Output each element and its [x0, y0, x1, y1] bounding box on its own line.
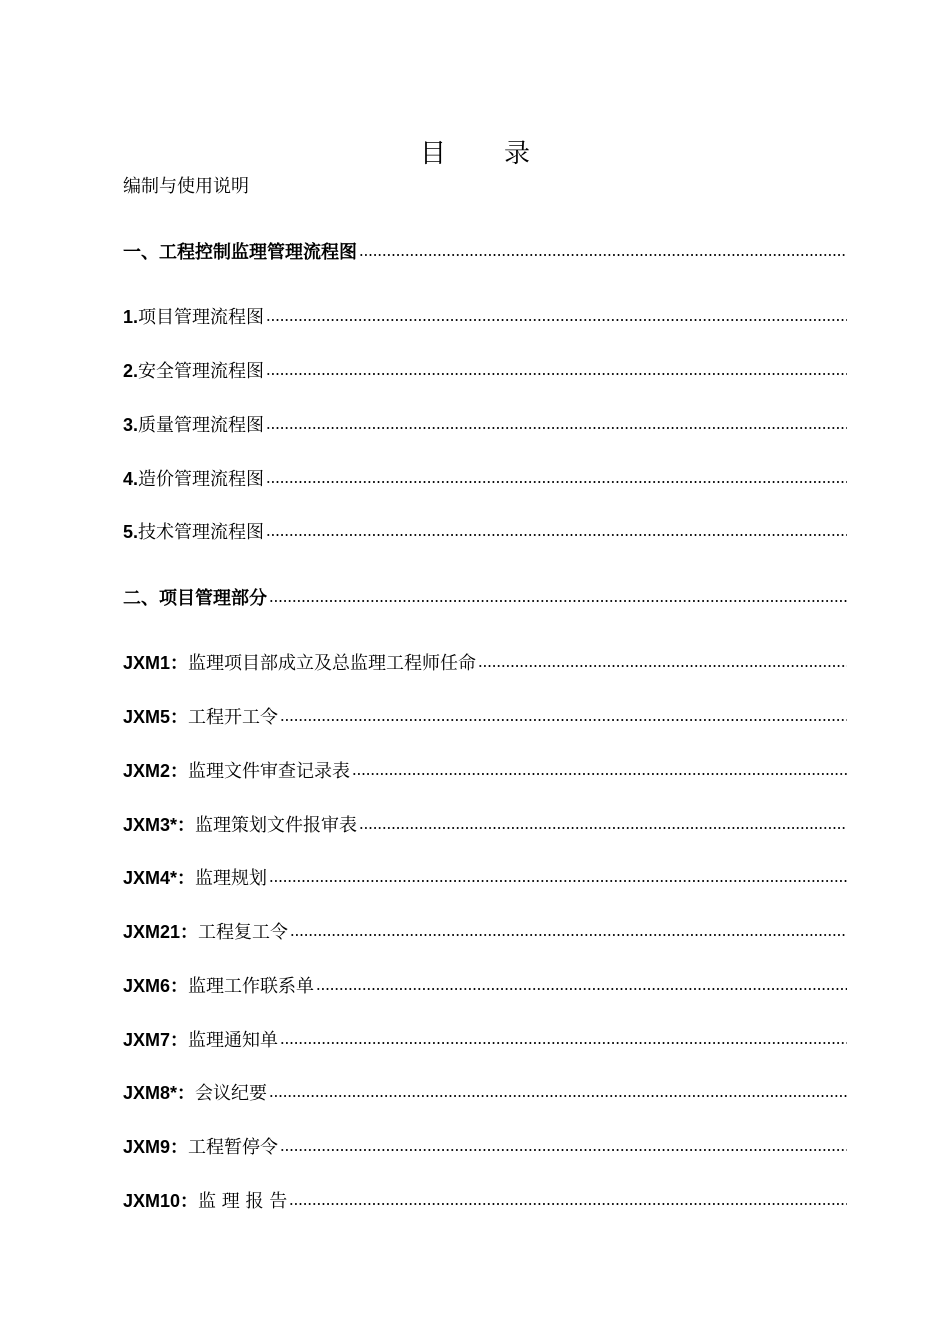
toc-entry-code: JXM9：: [123, 1137, 189, 1157]
toc-entry[interactable]: [123, 1027, 847, 1053]
toc-entry-code: JXM6：: [123, 976, 189, 996]
toc-entry-text: 二、项目管理部分: [123, 588, 267, 609]
toc-entry-text: 质量管理流程图: [138, 415, 265, 436]
toc-entry-text: 工程暂停令: [188, 1137, 279, 1158]
dot-leader: [359, 252, 847, 258]
toc-entry[interactable]: [123, 412, 847, 438]
dot-leader: [266, 425, 847, 431]
toc-entry-text: 监理策划文件报审表: [195, 815, 358, 836]
toc-entry-code: JXM1：: [123, 653, 189, 673]
toc-entry-code: JXM7：: [123, 1030, 189, 1050]
dot-leader: [266, 479, 847, 485]
dot-leader: [266, 317, 847, 323]
toc-entry-text: 工程复工令: [198, 922, 289, 943]
toc-section-heading[interactable]: [123, 585, 847, 611]
toc-entry-text: 造价管理流程图: [138, 469, 265, 490]
toc-entry-text: 监理文件审查记录表: [188, 761, 351, 782]
toc-entry[interactable]: [123, 919, 847, 945]
toc-entry-text: 监 理 报 告: [198, 1191, 288, 1212]
toc-entry-code: JXM21：: [123, 922, 199, 942]
dot-leader: [289, 1201, 847, 1207]
dot-leader: [266, 532, 847, 538]
toc-entry-code: JXM2：: [123, 761, 189, 781]
toc-entry-text: 监理通知单: [188, 1030, 279, 1051]
dot-leader: [269, 598, 847, 604]
dot-leader: [269, 878, 847, 884]
dot-leader: [478, 663, 847, 669]
dot-leader: [316, 986, 847, 992]
toc-entry-code: JXM8*：: [123, 1083, 196, 1103]
toc-entry[interactable]: [123, 358, 847, 384]
toc-entry[interactable]: [123, 650, 847, 676]
toc-entry-code: JXM4*：: [123, 868, 196, 888]
toc-entry[interactable]: [123, 466, 847, 492]
toc-entry[interactable]: [123, 1134, 847, 1160]
dot-leader: [266, 371, 847, 377]
toc-entry-code: JXM5：: [123, 707, 189, 727]
toc-entry-text: 安全管理流程图: [138, 361, 265, 382]
toc-entry[interactable]: [123, 1188, 847, 1214]
toc-entry-code: 1.: [123, 307, 139, 327]
toc-entry-text: 工程开工令: [188, 707, 279, 728]
toc-title: [0, 137, 950, 171]
dot-leader: [359, 825, 847, 831]
toc-entry-text: 监理工作联系单: [188, 976, 315, 997]
toc-entry-code: JXM3*：: [123, 815, 196, 835]
toc-section-heading[interactable]: [123, 239, 847, 265]
dot-leader: [280, 1147, 847, 1153]
toc-entry-code: 4.: [123, 469, 139, 489]
toc-entry[interactable]: [123, 1080, 847, 1106]
toc-entry[interactable]: [123, 812, 847, 838]
toc-entry-code: JXM10：: [123, 1191, 199, 1211]
dot-leader: [290, 932, 847, 938]
toc-entry-text: 会议纪要: [195, 1083, 268, 1104]
toc-intro: 编制与使用说明: [123, 176, 249, 197]
dot-leader: [352, 771, 847, 777]
dot-leader: [269, 1093, 847, 1099]
toc-entry[interactable]: [123, 758, 847, 784]
toc-entry[interactable]: [123, 704, 847, 730]
toc-entry-code: 5.: [123, 522, 139, 542]
toc-entry[interactable]: [123, 865, 847, 891]
dot-leader: [280, 717, 847, 723]
toc-entry-text: 监理项目部成立及总监理工程师任命: [188, 653, 477, 674]
toc-entry-code: 2.: [123, 361, 139, 381]
toc-entry[interactable]: [123, 304, 847, 330]
toc-entry-code: 3.: [123, 415, 139, 435]
toc-entry-text: 监理规划: [195, 868, 268, 889]
dot-leader: [280, 1040, 847, 1046]
toc-entry-text: 一、工程控制监理管理流程图: [123, 242, 357, 263]
toc-entry[interactable]: [123, 519, 847, 545]
toc-entry-text: 技术管理流程图: [138, 522, 265, 543]
toc-title-left: 目: [419, 139, 446, 169]
toc-title-right: 录: [504, 139, 531, 169]
toc-entry[interactable]: [123, 973, 847, 999]
toc-entry-text: 项目管理流程图: [138, 307, 265, 328]
